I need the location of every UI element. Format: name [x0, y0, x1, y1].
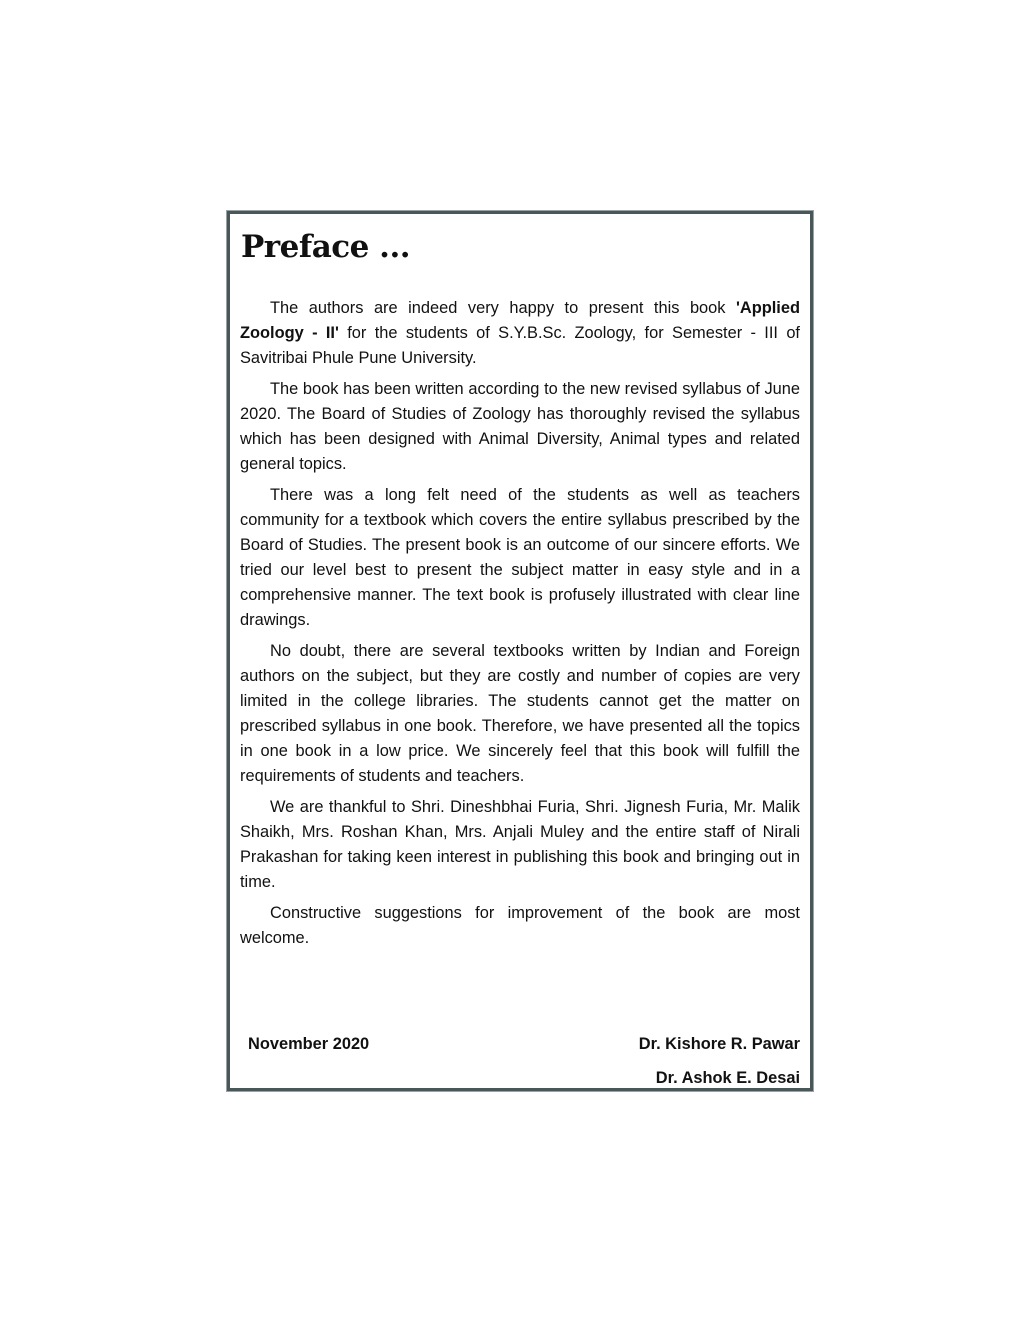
signature-row-1 [243, 1032, 800, 1057]
author-1: Dr. Kishore R. Pawar [638, 1035, 800, 1053]
preface-title: Preface ... [241, 229, 411, 265]
preface-box [227, 211, 813, 1091]
paragraph-1-intro: The authors are indeed very happy to present this book [270, 299, 736, 317]
preface-date: November 2020 [248, 1035, 370, 1053]
paragraph-3: There was a long felt need of the students as well as teachers community for a textbook which covers the entire syllabus prescribed by the Board of Studies. The present book is an outcome of our sincere efforts. We tried our level best to present the subject matter in easy style and in a comprehensive manner. The text book is profusely illustrated with clear line drawings. [240, 486, 800, 629]
paragraph-1-rest: for the students of S.Y.B.Sc. Zoology, for Semester - III of Savitribai Phule Pune University. [240, 324, 800, 367]
preface-body [240, 296, 800, 951]
paragraph-4: No doubt, there are several textbooks written by Indian and Foreign authors on the subject, but they are costly and number of copies are very limited in the college libraries. The students cannot get the matter on prescribed syllabus in one book. Therefore, we have presented all the topics in one book in a low price. We sincerely feel that this book will fulfill the requirements of students and teachers. [240, 642, 800, 785]
paragraph-1 [240, 296, 800, 371]
paragraph-5: We are thankful to Shri. Dineshbhai Furia, Shri. Jignesh Furia, Mr. Malik Shaikh, Mrs. Roshan Khan, Mrs. Anjali Muley and the entire staff of Nirali Prakashan for taking keen interest in publishing this book and bringing out in time. [240, 798, 800, 891]
book-title: 'Applied Zoology - II' [240, 299, 800, 342]
author-2: Dr. Ashok E. Desai [655, 1069, 800, 1087]
signature-row-2 [243, 1066, 800, 1091]
paragraph-6: Constructive suggestions for improvement of the book are most welcome. [240, 904, 800, 947]
paragraph-2: The book has been written according to the new revised syllabus of June 2020. The Board of Studies of Zoology has thoroughly revised the syllabus which has been designed with Animal Diversity, Animal types and related general topics. [240, 380, 800, 473]
